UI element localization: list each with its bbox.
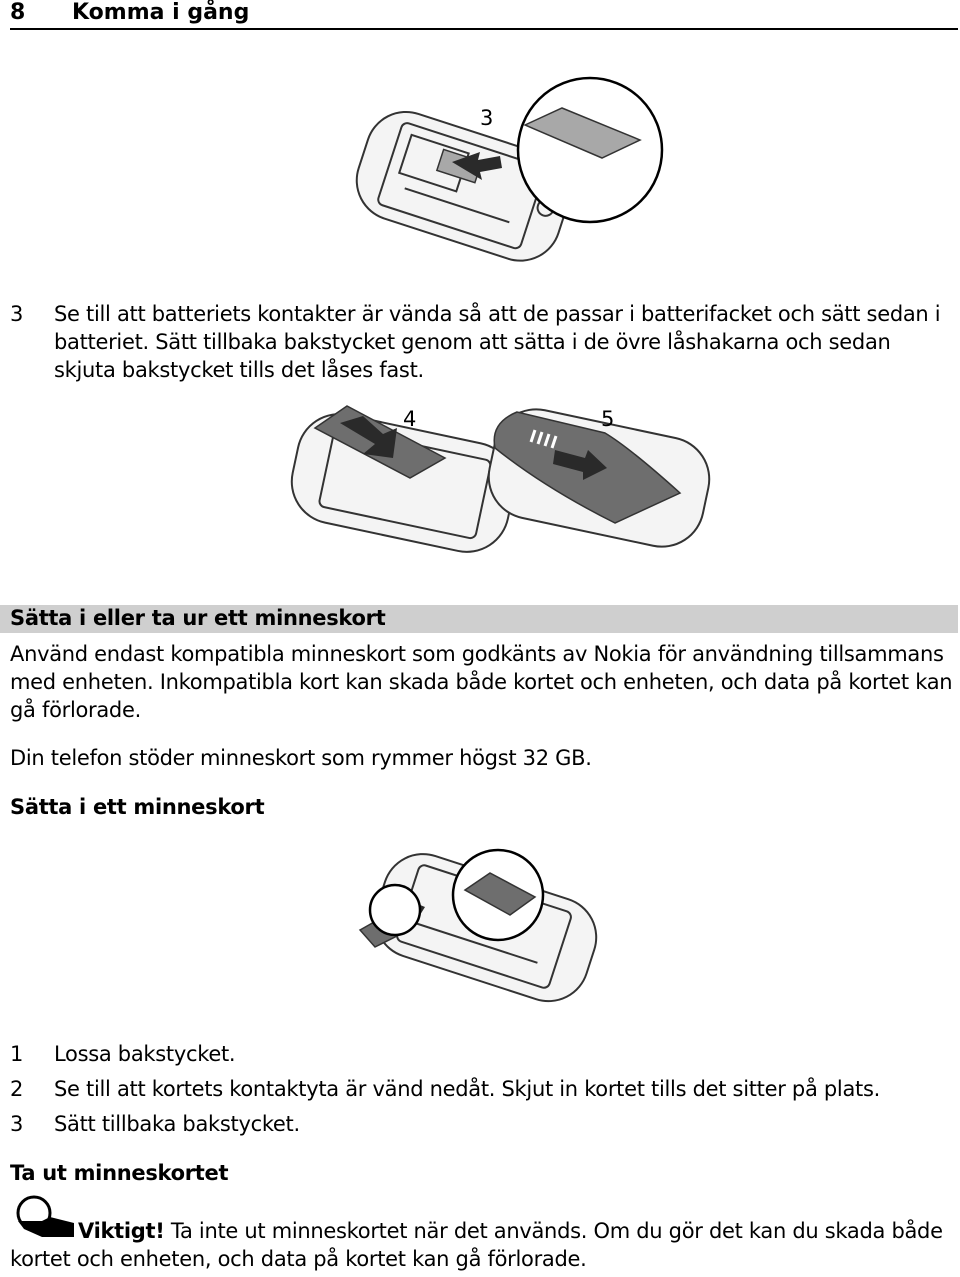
step-text: Se till att batteriets kontakter är vända så att de passar i batterifacket och sätt sedan i batteriet. Sätt tillbaka bakstycket genom att sätta i de övre låshakarna och sedan skjuta bakstycket tills det låses fast. (54, 302, 941, 382)
insert-step-1-text: Lossa bakstycket. (54, 1042, 236, 1066)
callout-5: 5 (601, 407, 615, 431)
callout-4: 4 (403, 407, 417, 431)
insert-step-3-number: 3 (10, 1112, 24, 1136)
capacity-note: Din telefon stöder minneskort som rymmer högst 32 GB. (10, 746, 592, 770)
remove-heading: Ta ut minneskortet (10, 1161, 229, 1185)
sim-insert-illustration (340, 70, 680, 270)
section-intro: Använd endast kompatibla minneskort som godkänts av Nokia för användning tillsammans med enheten. Inkompatibla kort kan skada både kortet och enheten, och data på kortet kan gå förlorade. (10, 642, 953, 722)
insert-step-3-text: Sätt tillbaka bakstycket. (54, 1112, 300, 1136)
insert-step-2-number: 2 (10, 1077, 24, 1101)
callout-3: 3 (480, 106, 494, 130)
insert-step-2-text: Se till att kortets kontaktyta är vänd nedåt. Skjut in kortet tills det sitter på plats. (54, 1077, 880, 1101)
page-title: Komma i gång (72, 0, 250, 25)
insert-heading: Sätta i ett minneskort (10, 795, 265, 819)
section-title: Sätta i eller ta ur ett minneskort (10, 606, 386, 630)
page-header (10, 0, 958, 30)
section-heading-bar (0, 605, 958, 633)
insert-step-1-number: 1 (10, 1042, 24, 1066)
back-cover-illustration (285, 398, 715, 558)
important-label: Viktigt! (78, 1219, 165, 1243)
important-text: Ta inte ut minneskortet när det används. Om du gör det kan du skada både kortet och enheten, och data på kortet kan gå förlorade. (10, 1219, 943, 1271)
important-note (10, 1217, 955, 1273)
step-number: 3 (10, 302, 24, 326)
memory-card-illustration (355, 845, 610, 995)
page-number: 8 (10, 0, 26, 25)
